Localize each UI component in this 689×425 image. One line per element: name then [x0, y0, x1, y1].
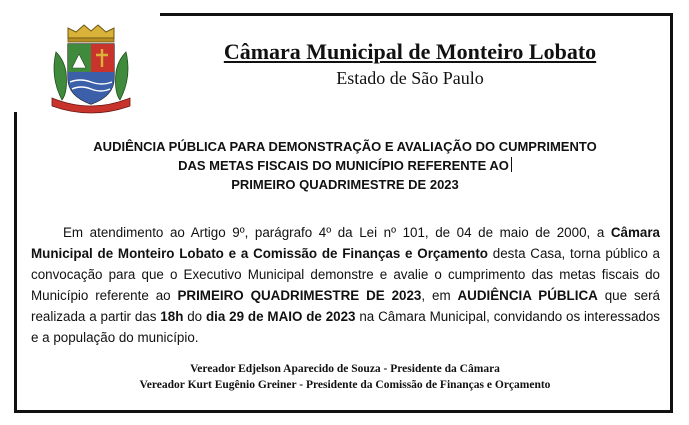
- page-title: Câmara Municipal de Monteiro Lobato: [223, 39, 597, 64]
- notice-body: [31, 222, 660, 348]
- body-text: do: [183, 309, 206, 324]
- body-text: Em atendimento ao Artigo 9º, parágrafo 4º da Lei nº 101, de 04 de maio de 2000, a: [63, 225, 611, 240]
- body-text: desta Casa, torna público a convocação para que o Executivo Municipal demonstre e avalie o cumprimento das metas fiscais do Município referente ao: [31, 246, 660, 303]
- signature-line: Vereador Edjelson Aparecido de Souza - Presidente da Câmara: [190, 363, 500, 375]
- heading-line: DAS METAS FISCAIS DO MUNICÍPIO REFERENTE AO: [178, 158, 509, 173]
- shield-icon: [68, 44, 114, 104]
- frame-left-border: [14, 112, 17, 413]
- body-bold-text: AUDIÊNCIA PÚBLICA: [457, 288, 598, 303]
- frame-top-border: [160, 13, 673, 16]
- frame-right-border: [670, 13, 673, 413]
- municipal-crest-icon: [46, 22, 136, 114]
- signature-block: [40, 361, 650, 393]
- body-bold-text: 18h: [160, 309, 184, 324]
- crown-icon: [68, 25, 114, 42]
- signature-line: Vereador Kurt Eugênio Greiner - Presidente da Comissão de Finanças e Orçamento: [139, 379, 551, 391]
- heading-line-with-cursor: [40, 156, 650, 175]
- body-bold-text: PRIMEIRO QUADRIMESTRE DE 2023: [177, 288, 422, 303]
- body-text: na Câmara Municipal, convidando os interessados e a população do município.: [31, 309, 660, 345]
- frame-bottom-border: [14, 410, 673, 413]
- body-bold-text: dia 29 de MAIO de 2023: [205, 309, 356, 324]
- heading-line: PRIMEIRO QUADRIMESTRE DE 2023: [231, 177, 459, 192]
- page-subtitle: Estado de São Paulo: [336, 68, 484, 88]
- body-bold-text: Câmara Municipal de Monteiro Lobato e a Comissão de Finanças e Orçamento: [31, 225, 660, 261]
- heading-line: AUDIÊNCIA PÚBLICA PARA DEMONSTRAÇÃO E AVALIAÇÃO DO CUMPRIMENTO: [93, 139, 597, 154]
- body-text: , em: [421, 288, 458, 303]
- text-cursor: [511, 157, 512, 172]
- body-paragraph: [31, 222, 660, 348]
- notice-heading: [40, 137, 650, 194]
- body-text: que será realizada a partir das: [31, 288, 660, 324]
